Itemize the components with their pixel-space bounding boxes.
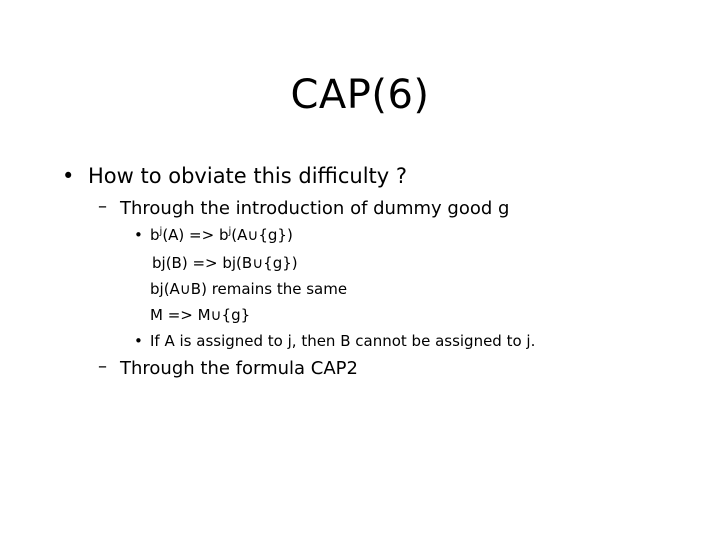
sub-point-dummy-good: Through the introduction of dummy good g: [120, 198, 510, 219]
sub-point-cap2: Through the formula CAP2: [120, 358, 358, 379]
m-line: M => M∪{g}: [150, 306, 251, 324]
bid-sup-2: j: [228, 226, 232, 237]
bullet-icon: •: [62, 164, 75, 188]
dash-icon: –: [98, 196, 107, 217]
bid-sup: j: [159, 226, 163, 237]
slide-title: CAP(6): [290, 72, 430, 118]
bid-b: b: [150, 226, 160, 244]
assignment-rule: If A is assigned to j, then B cannot be assigned to j.: [150, 332, 536, 350]
question-text: How to obviate this difficulty ?: [88, 164, 408, 188]
dash-icon: –: [98, 356, 107, 377]
bid-line-a: [150, 226, 293, 244]
bid-line-b: bj(B) => bj(B∪{g}): [152, 254, 298, 272]
bullet-icon: •: [134, 332, 143, 350]
bid-line-ab: bj(A∪B) remains the same: [150, 280, 348, 298]
bullet-icon: •: [134, 226, 143, 244]
bid-mid: (A) => b: [162, 226, 229, 244]
bid-end: (A∪{g}): [231, 226, 293, 244]
